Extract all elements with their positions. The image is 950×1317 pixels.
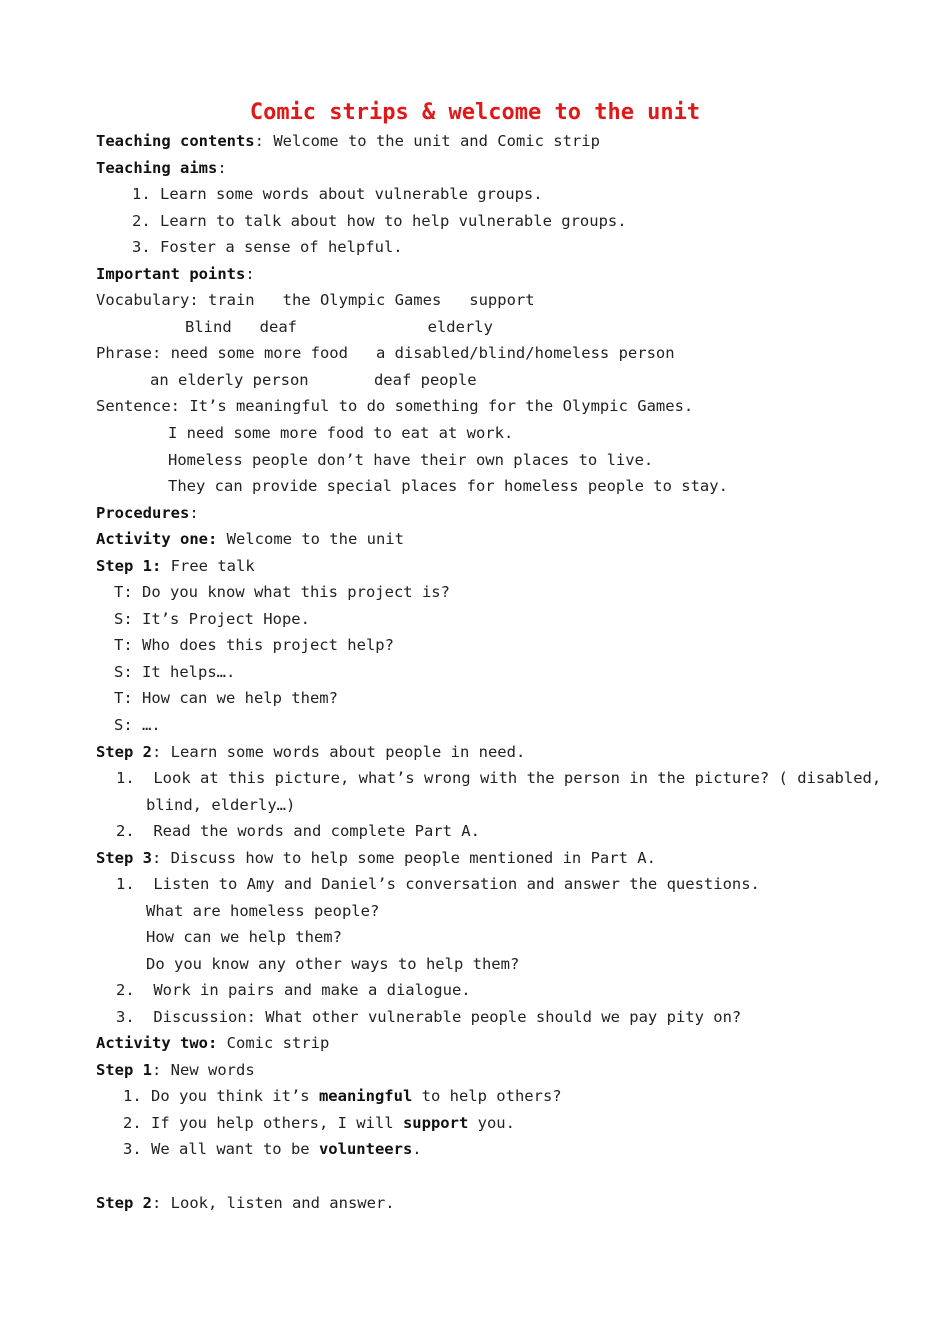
important-points-heading	[96, 264, 255, 284]
procedures-separator: :	[189, 504, 199, 522]
dialogue-line: S: ….	[114, 716, 161, 734]
procedures-heading	[96, 503, 199, 523]
aim-item: 2. Learn to talk about how to help vulnerable groups.	[132, 212, 627, 230]
list-item	[123, 1086, 562, 1106]
step-label: Step 2	[96, 1194, 152, 1212]
activity-one-heading	[96, 529, 404, 549]
step-text: : New words	[152, 1061, 255, 1079]
list-item-text: to help others?	[412, 1087, 562, 1105]
step-heading	[96, 1060, 255, 1080]
aim-item: 3. Foster a sense of helpful.	[132, 238, 403, 256]
teaching-contents	[96, 131, 600, 151]
list-item	[123, 1113, 515, 1133]
step-text: : Learn some words about people in need.	[152, 743, 526, 761]
sentence-line: Sentence: It’s meaningful to do something for the Olympic Games.	[96, 397, 694, 415]
step-heading	[96, 742, 525, 762]
aim-item: 1. Learn some words about vulnerable groups.	[132, 185, 543, 203]
list-item-text: .	[412, 1140, 422, 1158]
procedures-label: Procedures	[96, 504, 190, 522]
list-item: 2. Work in pairs and make a dialogue.	[116, 981, 471, 999]
sentence-line: Homeless people don’t have their own places to live.	[168, 451, 654, 469]
phrase-line: an elderly person deaf people	[150, 371, 477, 389]
question-line: How can we help them?	[146, 928, 342, 946]
step-label: Step 2	[96, 743, 152, 761]
document-title: Comic strips & welcome to the unit	[249, 100, 701, 125]
activity-two-label: Activity two:	[96, 1034, 218, 1052]
teaching-contents-separator: :	[254, 132, 274, 150]
step-label: Step 1	[96, 1061, 152, 1079]
list-item-text: 2. If you help others, I will	[123, 1114, 403, 1132]
step-label: Step 1:	[96, 557, 162, 575]
step-label: Step 3	[96, 849, 152, 867]
sentence-line: I need some more food to eat at work.	[168, 424, 514, 442]
question-line: Do you know any other ways to help them?	[146, 955, 520, 973]
step-text: : Look, listen and answer.	[152, 1194, 395, 1212]
teaching-aims-separator: :	[217, 159, 227, 177]
list-item-text: 1. Do you think it’s	[123, 1087, 319, 1105]
activity-two-heading	[96, 1033, 329, 1053]
vocabulary-line: Blind deaf elderly	[185, 318, 493, 336]
activity-one-label: Activity one:	[96, 530, 218, 548]
dialogue-line: T: Do you know what this project is?	[114, 583, 450, 601]
important-points-separator: :	[245, 265, 255, 283]
list-item-text: 3. We all want to be	[123, 1140, 319, 1158]
list-item-text: you.	[468, 1114, 515, 1132]
list-item	[123, 1139, 422, 1159]
activity-two-text: Comic strip	[217, 1034, 330, 1052]
step-text: Free talk	[161, 557, 255, 575]
teaching-aims-label: Teaching aims	[96, 159, 218, 177]
dialogue-line: S: It helps….	[114, 663, 236, 681]
vocabulary-word: meaningful	[318, 1087, 413, 1105]
step-heading	[96, 848, 656, 868]
important-points-label: Important points	[96, 265, 246, 283]
question-line: What are homeless people?	[146, 902, 380, 920]
list-item: 2. Read the words and complete Part A.	[116, 822, 480, 840]
vocabulary-line: Vocabulary: train the Olympic Games support	[96, 291, 535, 309]
list-item-continuation: blind, elderly…)	[146, 796, 296, 814]
teaching-aims-heading	[96, 158, 227, 178]
phrase-line: Phrase: need some more food a disabled/blind/homeless person	[96, 344, 675, 362]
teaching-contents-text: Welcome to the unit and Comic strip	[273, 132, 600, 150]
dialogue-line: T: Who does this project help?	[114, 636, 394, 654]
vocabulary-word: volunteers	[318, 1140, 413, 1158]
list-item: 1. Look at this picture, what’s wrong with the person in the picture? ( disabled,	[116, 769, 882, 787]
teaching-contents-label: Teaching contents	[96, 132, 255, 150]
step-heading	[96, 556, 255, 576]
vocabulary-word: support	[402, 1114, 469, 1132]
list-item: 1. Listen to Amy and Daniel’s conversation and answer the questions.	[116, 875, 760, 893]
dialogue-line: S: It’s Project Hope.	[114, 610, 310, 628]
list-item: 3. Discussion: What other vulnerable people should we pay pity on?	[116, 1008, 742, 1026]
step-heading	[96, 1193, 395, 1213]
step-text: : Discuss how to help some people mentioned in Part A.	[152, 849, 656, 867]
sentence-line: They can provide special places for homeless people to stay.	[168, 477, 728, 495]
dialogue-line: T: How can we help them?	[114, 689, 338, 707]
activity-one-text: Welcome to the unit	[217, 530, 404, 548]
